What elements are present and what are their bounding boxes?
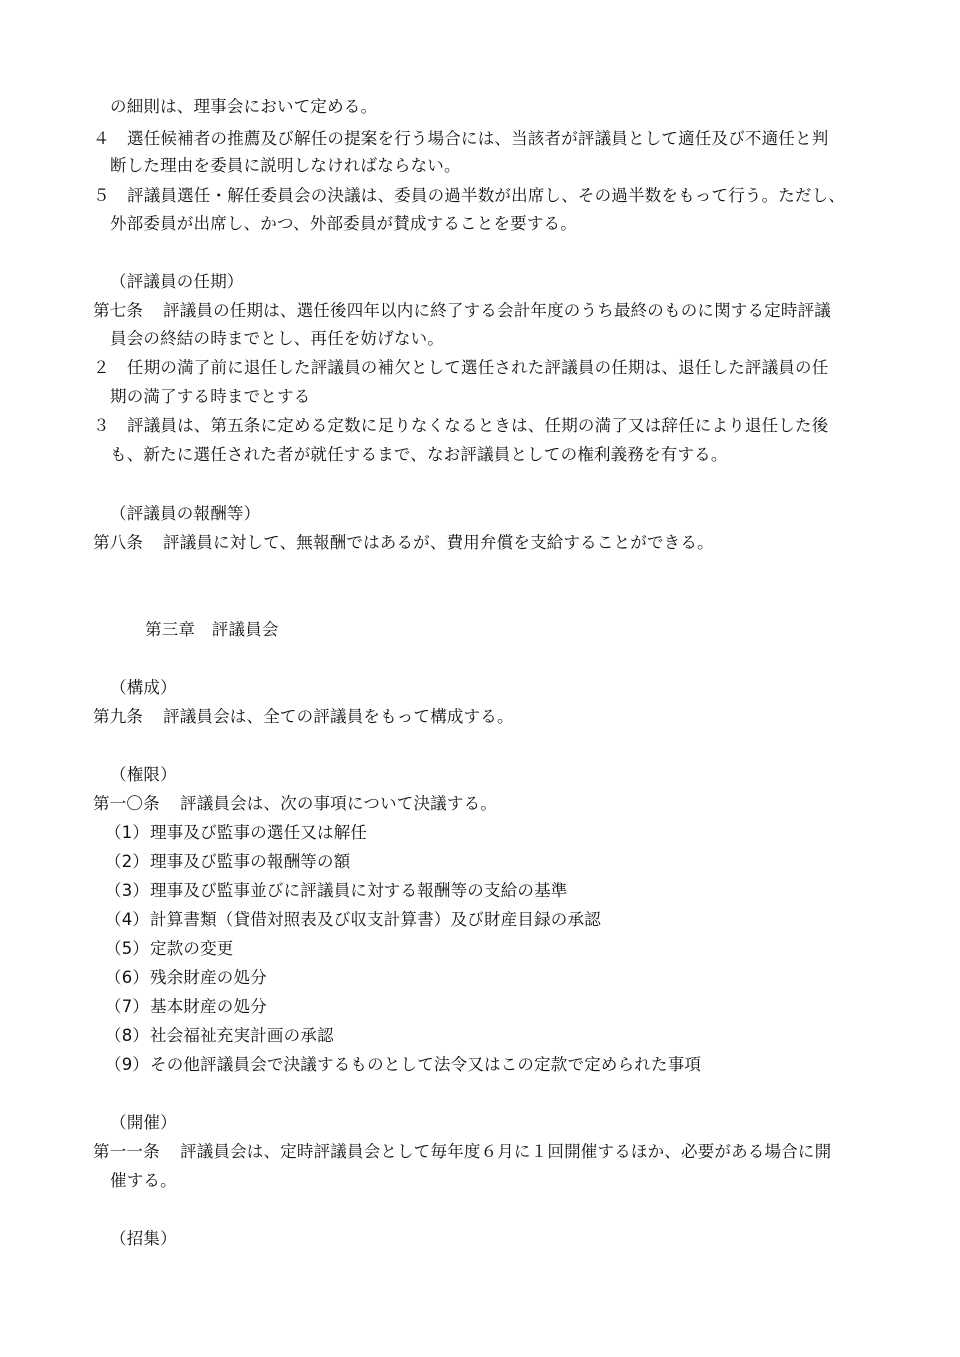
paragraph-line: 員会の終結の時までとし、再任を妨げない。	[110, 329, 444, 348]
paragraph-line: 外部委員が出席し、かつ、外部委員が賛成することを要する。	[110, 214, 577, 233]
paragraph-line: 評議員選任・解任委員会の決議は、委員の過半数が出席し、その過半数をもって行う。ただし、	[127, 186, 846, 205]
article-heading: （権限）	[110, 765, 177, 784]
list-item-number: （4）	[105, 910, 150, 929]
paragraph-line: 期の満了する時までとする	[110, 387, 311, 406]
paragraph-line: も、新たに選任された者が就任するまで、なお評議員としての権利義務を有する。	[110, 445, 728, 464]
list-item: 基本財産の処分	[150, 997, 267, 1016]
paragraph-line: 任期の満了前に退任した評議員の補欠として選任された評議員の任期は、退任した評議員の任	[127, 358, 829, 377]
list-item-number: （5）	[105, 939, 150, 958]
article-label: 第一〇条	[93, 794, 160, 813]
paragraph-line: 評議員会は、次の事項について決議する。	[180, 794, 497, 813]
article-heading: （評議員の報酬等）	[110, 504, 261, 523]
list-item: 理事及び監事の報酬等の額	[150, 852, 351, 871]
paragraph-line: の細則は、理事会において定める。	[110, 97, 378, 116]
list-item-number: （8）	[105, 1026, 150, 1045]
paragraph-number: ５	[93, 186, 110, 205]
paragraph-line: 評議員会は、定時評議員会として毎年度６月に１回開催するほか、必要がある場合に開	[180, 1142, 832, 1161]
list-item-number: （6）	[105, 968, 150, 987]
chapter-title: 第三章 評議員会	[145, 620, 279, 639]
list-item-number: （3）	[105, 881, 150, 900]
article-heading: （構成）	[110, 678, 177, 697]
list-item: 理事及び監事並びに評議員に対する報酬等の支給の基準	[150, 881, 568, 900]
article-heading: （招集）	[110, 1229, 177, 1248]
article-label: 第九条	[93, 707, 144, 726]
paragraph-line: 評議員に対して、無報酬ではあるが、費用弁償を支給することができる。	[163, 533, 714, 552]
paragraph-line: 評議員の任期は、選任後四年以内に終了する会計年度のうち最終のものに関する定時評議	[163, 301, 831, 320]
list-item: 定款の変更	[150, 939, 234, 958]
paragraph-number: ４	[93, 129, 110, 148]
paragraph-number: ２	[93, 358, 110, 377]
list-item: 残余財産の処分	[150, 968, 267, 987]
list-item-number: （1）	[105, 823, 150, 842]
list-item: 計算書類（貸借対照表及び収支計算書）及び財産目録の承認	[150, 910, 601, 929]
list-item: 社会福祉充実計画の承認	[150, 1026, 334, 1045]
list-item-number: （2）	[105, 852, 150, 871]
paragraph-line: 催する。	[110, 1171, 177, 1190]
list-item: その他評議員会で決議するものとして法令又はこの定款で定められた事項	[150, 1055, 702, 1074]
article-heading: （評議員の任期）	[110, 272, 244, 291]
article-label: 第一一条	[93, 1142, 160, 1161]
list-item-number: （7）	[105, 997, 150, 1016]
list-item: 理事及び監事の選任又は解任	[150, 823, 368, 842]
paragraph-line: 断した理由を委員に説明しなければならない。	[110, 156, 461, 175]
article-label: 第七条	[93, 301, 144, 320]
article-label: 第八条	[93, 533, 144, 552]
paragraph-line: 評議員は、第五条に定める定数に足りなくなるときは、任期の満了又は辞任により退任した後	[127, 416, 829, 435]
paragraph-line: 選任候補者の推薦及び解任の提案を行う場合には、当該者が評議員として適任及び不適任と判	[127, 129, 829, 148]
list-item-number: （9）	[105, 1055, 150, 1074]
paragraph-number: ３	[93, 416, 110, 435]
article-heading: （開催）	[110, 1113, 177, 1132]
paragraph-line: 評議員会は、全ての評議員をもって構成する。	[163, 707, 514, 726]
